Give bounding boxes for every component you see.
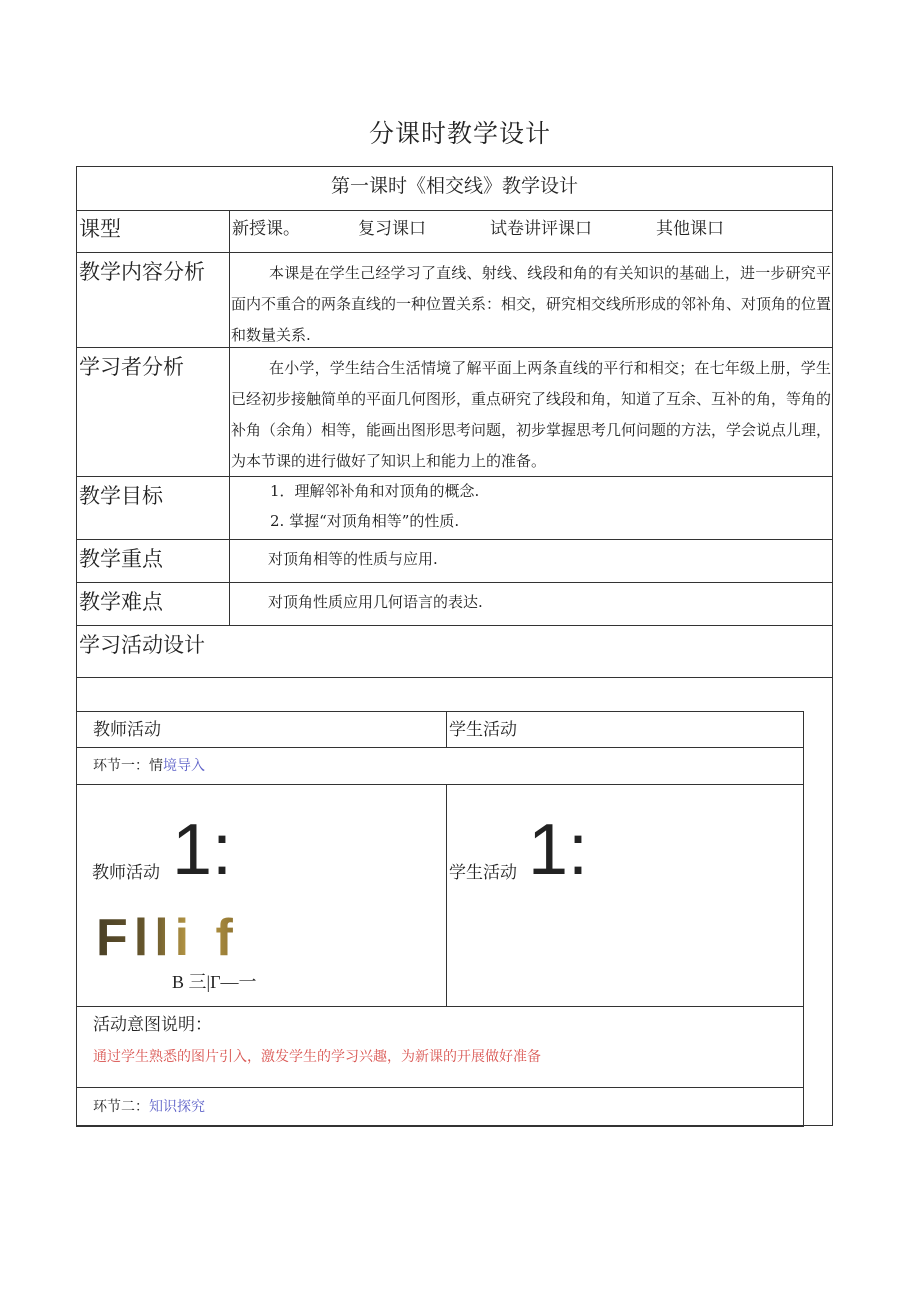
row-divider: [76, 1087, 804, 1088]
row-divider: [76, 747, 804, 748]
learner-analysis-label: 学习者分析: [79, 355, 184, 379]
option-review-lesson[interactable]: 复习课口: [358, 219, 426, 239]
row-divider: [76, 539, 833, 540]
row-divider: [76, 784, 804, 785]
difficulty-text: 对顶角性质应用几何语言的表达.: [268, 593, 483, 611]
teacher-activity-header: 教师活动: [93, 720, 161, 740]
option-new-lesson[interactable]: 新授课。: [232, 219, 300, 239]
column-divider: [229, 210, 230, 625]
learner-analysis-text: 在小学，学生结合生活情境了解平面上两条直线的平行和相交；在七年级上册，学生已经初步接触简单的平面几何图形，重点研究了线段和角，知道了互余、互补的角，等角的补角（余角）相等，能画出图形思考问题，初步掌握思考几何问题的方法，学会说点儿理，为本节课的进行做好了知识上和能力上的准备。: [231, 359, 832, 470]
objective-item: 1．理解邻补角和对顶角的概念.: [270, 482, 480, 500]
activity-design-label: 学习活动设计: [79, 633, 205, 657]
row-divider: [76, 210, 833, 211]
image-caption-subtext: B 三|Γ—一: [172, 972, 257, 992]
content-analysis-text: 本课是在学生己经学习了直线、射线、线段和角的有关知识的基础上，进一步研究平面内不重合的两条直线的一种位置关系：相交，研究相交线所形成的邻补角、对顶角的位置和数量关系.: [231, 264, 832, 344]
column-divider: [446, 784, 447, 1006]
course-type-label: 课型: [79, 217, 121, 241]
lesson-title: 第一课时《相交线》教学设计: [330, 175, 578, 197]
student-activity-header: 学生活动: [449, 720, 517, 740]
activity-intent-label: 活动意图说明：: [93, 1015, 212, 1035]
row-divider: [76, 677, 833, 678]
activity-intent-text: 通过学生熟悉的图片引入，激发学生的学习兴趣，为新课的开展做好准备: [93, 1049, 541, 1065]
stage-two-prefix: 环节二：: [93, 1099, 149, 1115]
stage-two-name[interactable]: 知识探究: [149, 1099, 205, 1115]
row-divider: [76, 625, 833, 626]
row-divider: [76, 582, 833, 583]
objective-item: 2. 掌握“对顶角相等”的性质.: [270, 512, 460, 530]
option-exam-review-lesson[interactable]: 试卷讲评课口: [490, 219, 592, 239]
option-other-lesson[interactable]: 其他课口: [656, 219, 724, 239]
row-divider: [76, 252, 833, 253]
key-point-label: 教学重点: [79, 547, 163, 571]
stage-one-prefix: 环节一：情: [93, 758, 163, 774]
column-divider: [446, 711, 447, 747]
difficulty-label: 教学难点: [79, 590, 163, 614]
key-point-text: 对顶角相等的性质与应用.: [268, 550, 438, 568]
teacher-activity-number: 1:: [172, 810, 233, 890]
student-activity-number: 1:: [528, 810, 589, 890]
image-caption-text: Flli f: [96, 909, 239, 967]
objectives-label: 教学目标: [79, 484, 163, 508]
stage-two-heading: [93, 1096, 205, 1116]
teacher-activity-cell-label: 教师活动: [92, 863, 160, 883]
content-analysis-label: 教学内容分析: [79, 260, 205, 284]
stage-one-heading: [93, 755, 205, 775]
page-title: 分课时教学设计: [368, 119, 551, 148]
row-divider: [76, 1006, 804, 1007]
student-activity-cell-label: 学生活动: [449, 863, 517, 883]
stage-one-name[interactable]: 境导入: [163, 758, 205, 774]
